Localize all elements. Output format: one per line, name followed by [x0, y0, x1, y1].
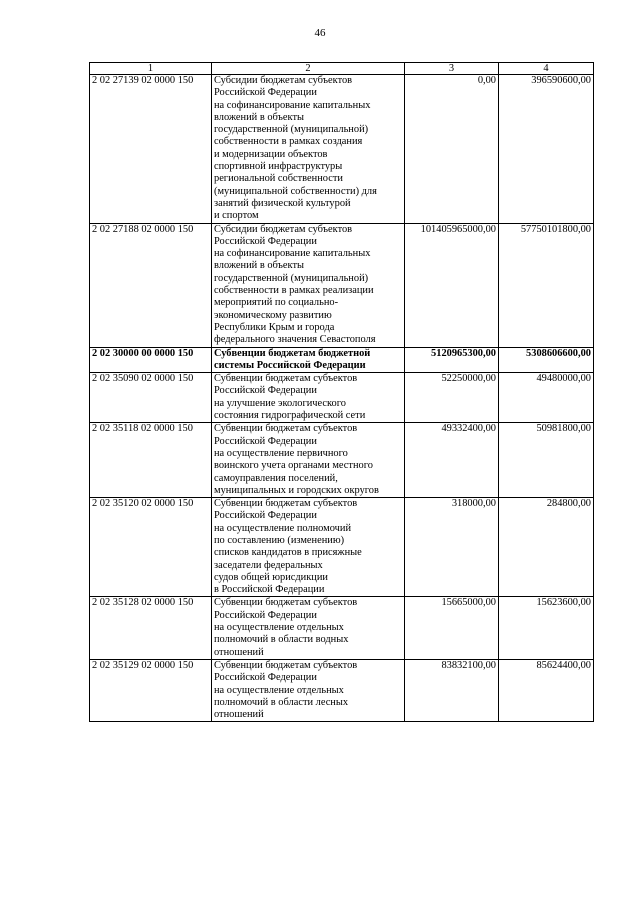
budget-code-cell: 2 02 35120 02 0000 150: [90, 498, 212, 597]
table-row: [90, 659, 594, 721]
header-col-3: 3: [405, 63, 499, 75]
amount-col4-cell: 57750101800,00: [499, 223, 594, 347]
table-row: [90, 423, 594, 498]
header-col-2: 2: [212, 63, 405, 75]
header-col-1: 1: [90, 63, 212, 75]
amount-col4-cell: 5308606600,00: [499, 347, 594, 373]
amount-col4-cell: 50981800,00: [499, 423, 594, 498]
description-cell: Субвенции бюджетам субъектов Российской Федерации на улучшение экологического состояния гидрографической сети: [212, 373, 405, 423]
table-row: [90, 597, 594, 659]
amount-col4-cell: 396590600,00: [499, 75, 594, 224]
budget-table: [89, 62, 594, 722]
budget-code-cell: 2 02 30000 00 0000 150: [90, 347, 212, 373]
description-cell: Субвенции бюджетам бюджетной системы Российской Федерации: [212, 347, 405, 373]
budget-code-cell: 2 02 27188 02 0000 150: [90, 223, 212, 347]
description-cell: Субвенции бюджетам субъектов Российской Федерации на осуществление первичного воинского учета органами местного самоуправления поселений, муниципальных и городских округов: [212, 423, 405, 498]
amount-col4-cell: 85624400,00: [499, 659, 594, 721]
amount-col3-cell: 52250000,00: [405, 373, 499, 423]
table-row: [90, 347, 594, 373]
budget-code-cell: 2 02 35118 02 0000 150: [90, 423, 212, 498]
amount-col3-cell: 5120965300,00: [405, 347, 499, 373]
amount-col4-cell: 284800,00: [499, 498, 594, 597]
budget-code-cell: 2 02 27139 02 0000 150: [90, 75, 212, 224]
amount-col3-cell: 83832100,00: [405, 659, 499, 721]
budget-code-cell: 2 02 35128 02 0000 150: [90, 597, 212, 659]
table-row: [90, 498, 594, 597]
table-row: [90, 223, 594, 347]
amount-col3-cell: 49332400,00: [405, 423, 499, 498]
table-row: [90, 373, 594, 423]
header-col-4: 4: [499, 63, 594, 75]
page-number: 46: [314, 27, 326, 39]
table-header-row: [90, 63, 594, 75]
table-body: [90, 75, 594, 722]
description-cell: Субвенции бюджетам субъектов Российской Федерации на осуществление отдельных полномочий в области лесных отношений: [212, 659, 405, 721]
amount-col3-cell: 15665000,00: [405, 597, 499, 659]
amount-col3-cell: 0,00: [405, 75, 499, 224]
amount-col3-cell: 101405965000,00: [405, 223, 499, 347]
description-cell: Субсидии бюджетам субъектов Российской Федерации на софинансирование капитальных вложений в объекты государственной (муниципальной) собственности в рамках реализации мероприятий по социально- экономическому развитию Республики Крым и города федерального значения Севастополя: [212, 223, 405, 347]
description-cell: Субвенции бюджетам субъектов Российской Федерации на осуществление отдельных полномочий в области водных отношений: [212, 597, 405, 659]
description-cell: Субсидии бюджетам субъектов Российской Федерации на софинансирование капитальных вложений в объекты государственной (муниципальной) собственности в рамках создания и модернизации объектов спортивной инфраструктуры региональной собственности (муниципальной собственности) для занятий физической культурой и спортом: [212, 75, 405, 224]
amount-col4-cell: 49480000,00: [499, 373, 594, 423]
budget-code-cell: 2 02 35090 02 0000 150: [90, 373, 212, 423]
amount-col4-cell: 15623600,00: [499, 597, 594, 659]
table-row: [90, 75, 594, 224]
budget-code-cell: 2 02 35129 02 0000 150: [90, 659, 212, 721]
description-cell: Субвенции бюджетам субъектов Российской Федерации на осуществление полномочий по составлению (изменению) списков кандидатов в присяжные заседатели федеральных судов общей юрисдикции в Российской Федерации: [212, 498, 405, 597]
amount-col3-cell: 318000,00: [405, 498, 499, 597]
